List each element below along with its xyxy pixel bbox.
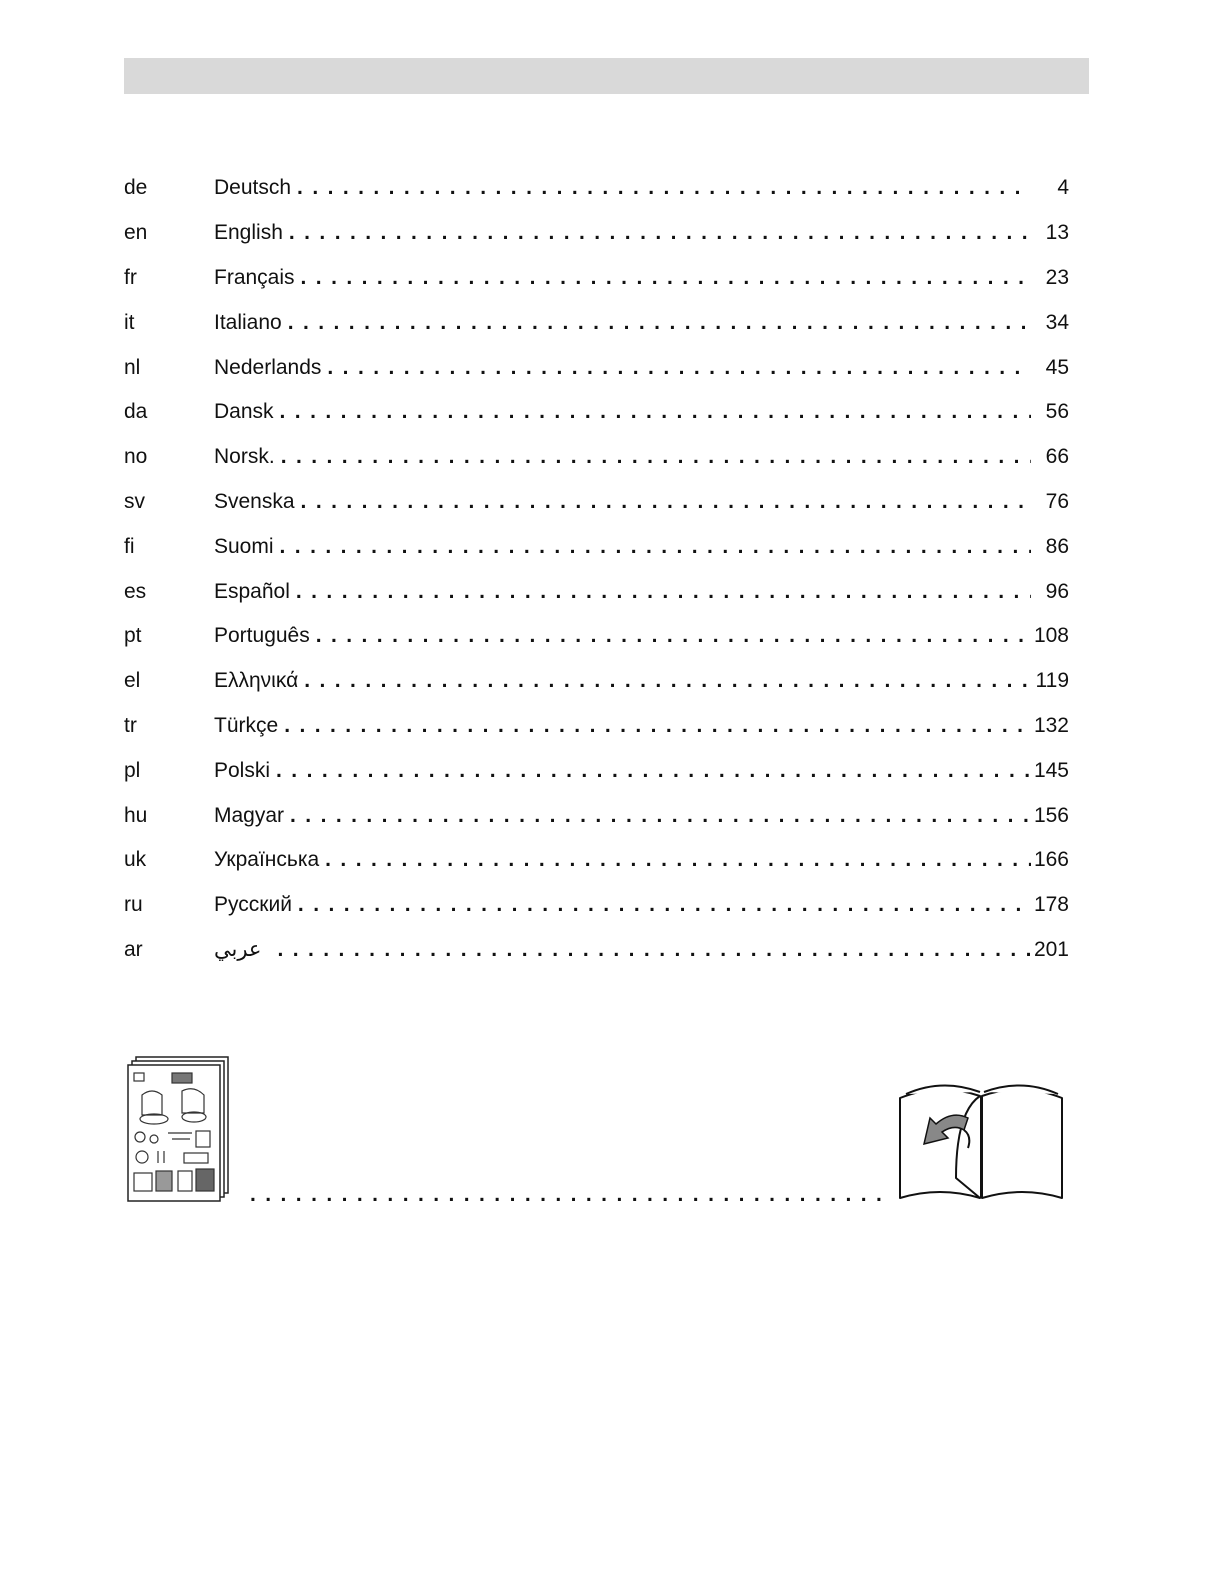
toc-row-en[interactable]: [124, 211, 1069, 256]
toc-row-hu[interactable]: [124, 793, 1069, 838]
bottom-dot-leader: [250, 1183, 890, 1207]
language-code: hu: [124, 803, 148, 827]
language-name: Nederlands: [214, 355, 322, 379]
page-number: 132: [1033, 713, 1069, 737]
page-number: 145: [1033, 758, 1069, 782]
dot-leader: [289, 221, 1031, 245]
language-name: Українська: [214, 848, 320, 872]
page-number: 86: [1045, 534, 1069, 558]
dot-leader: [304, 669, 1031, 693]
toc-row-it[interactable]: [124, 300, 1069, 345]
toc-row-tr[interactable]: [124, 704, 1069, 749]
language-code: ar: [124, 937, 143, 961]
illustration-pages-icon: [124, 1055, 234, 1205]
language-code: el: [124, 669, 141, 693]
language-code: es: [124, 579, 147, 603]
language-name: Norsk.: [214, 445, 275, 469]
page-number: 45: [1045, 355, 1069, 379]
language-name: Ελληνικά: [214, 669, 299, 693]
language-name: Deutsch: [214, 176, 292, 200]
language-code: tr: [124, 713, 137, 737]
open-book-icon: [896, 1082, 1068, 1204]
toc-row-uk[interactable]: [124, 838, 1069, 883]
language-code: fr: [124, 265, 137, 289]
dot-leader: [316, 624, 1031, 648]
language-code: no: [124, 445, 148, 469]
page-number: 76: [1045, 489, 1069, 513]
toc-row-nl[interactable]: [124, 345, 1069, 390]
toc-row-no[interactable]: [124, 435, 1069, 480]
language-code: de: [124, 176, 148, 200]
page-number: 13: [1045, 221, 1069, 245]
toc-row-sv[interactable]: [124, 480, 1069, 525]
toc-row-de[interactable]: [124, 166, 1069, 211]
dot-leader: [327, 356, 1031, 380]
language-code: uk: [124, 848, 147, 872]
dot-leader: [288, 311, 1031, 335]
language-code: it: [124, 310, 135, 334]
dot-leader: [325, 848, 1031, 872]
dot-leader: [301, 490, 1031, 514]
page-number: 23: [1045, 265, 1069, 289]
language-code: ru: [124, 893, 143, 917]
language-name: Français: [214, 265, 295, 289]
language-name: Türkçe: [214, 713, 279, 737]
header-bar: [124, 58, 1089, 94]
language-code: en: [124, 221, 148, 245]
page-number: 178: [1033, 893, 1069, 917]
language-code: fi: [124, 534, 135, 558]
table-of-contents: [124, 166, 1069, 972]
toc-row-es[interactable]: [124, 569, 1069, 614]
page-number: 96: [1045, 579, 1069, 603]
language-name: عربي: [214, 938, 262, 962]
dot-leader: [284, 714, 1031, 738]
language-name: Русский: [214, 893, 292, 917]
language-name: Polski: [214, 758, 271, 782]
dot-leader: [280, 535, 1031, 559]
language-code: pl: [124, 758, 141, 782]
language-name: Português: [214, 624, 310, 648]
toc-row-pl[interactable]: [124, 748, 1069, 793]
language-name: Español: [214, 579, 290, 603]
page-number: 56: [1045, 400, 1069, 424]
dot-leader: [297, 176, 1031, 200]
page-number: 4: [1057, 176, 1069, 200]
language-code: da: [124, 400, 148, 424]
language-name: Italiano: [214, 310, 282, 334]
language-code: nl: [124, 355, 141, 379]
page-number: 156: [1033, 803, 1069, 827]
language-name: Suomi: [214, 534, 274, 558]
toc-row-fr[interactable]: [124, 256, 1069, 301]
language-name: Dansk: [214, 400, 274, 424]
page-number: 66: [1045, 445, 1069, 469]
language-name: Svenska: [214, 489, 295, 513]
dot-leader: [276, 759, 1031, 783]
page-number: 108: [1033, 624, 1069, 648]
dot-leader: [281, 445, 1031, 469]
toc-row-ru[interactable]: [124, 883, 1069, 928]
dot-leader: [296, 580, 1031, 604]
toc-row-pt[interactable]: [124, 614, 1069, 659]
toc-row-ar[interactable]: [124, 928, 1069, 973]
dot-leader: [298, 893, 1031, 917]
language-name: Magyar: [214, 803, 285, 827]
toc-row-da[interactable]: [124, 390, 1069, 435]
toc-row-el[interactable]: [124, 659, 1069, 704]
dot-leader: [301, 266, 1031, 290]
language-name: English: [214, 221, 283, 245]
page-number: 34: [1045, 310, 1069, 334]
dot-leader: [277, 938, 1031, 962]
dot-leader: [290, 804, 1031, 828]
page-number: 166: [1033, 848, 1069, 872]
dot-leader: [280, 400, 1031, 424]
language-code: sv: [124, 489, 145, 513]
toc-row-fi[interactable]: [124, 524, 1069, 569]
page-number: 201: [1033, 937, 1069, 961]
page-number: 119: [1035, 669, 1069, 693]
language-code: pt: [124, 624, 142, 648]
